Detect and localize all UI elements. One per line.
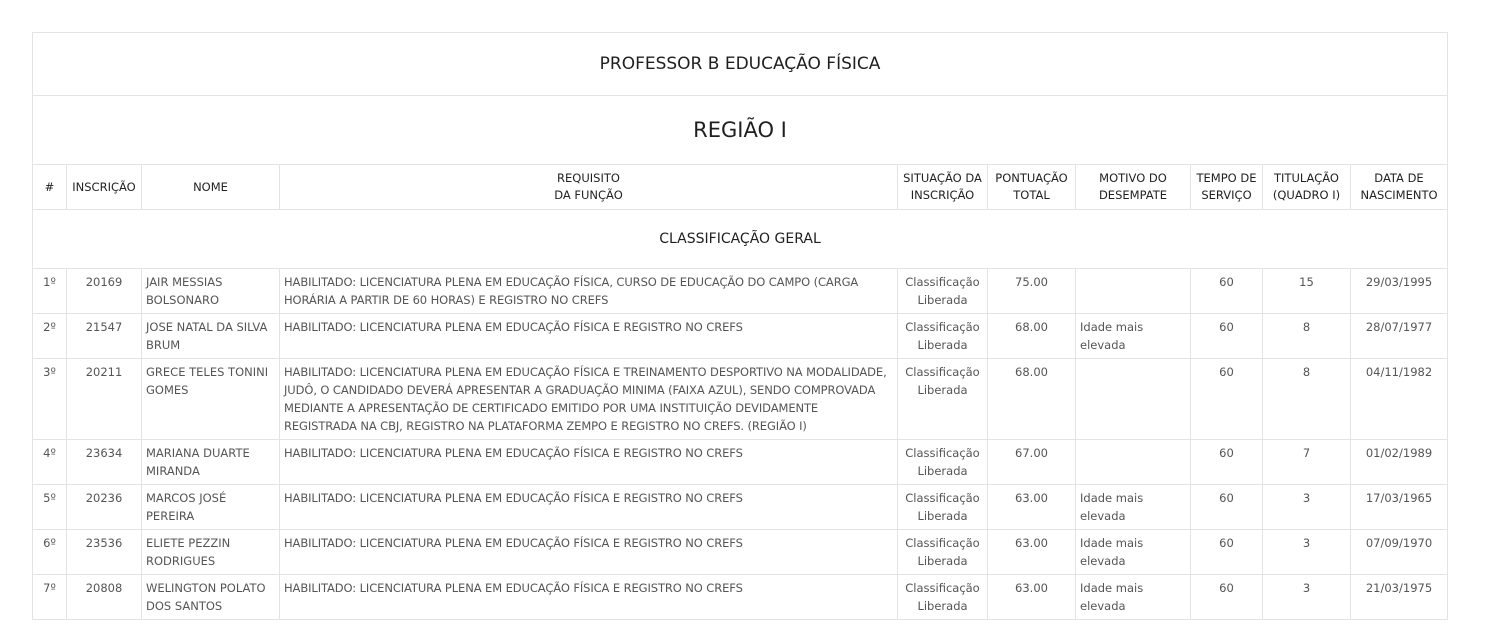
- cell-tempo: 60: [1191, 575, 1263, 620]
- region-title: REGIÃO I: [33, 96, 1448, 165]
- cell-situacao: Classificação Liberada: [898, 575, 988, 620]
- cell-pontuacao: 75.00: [988, 269, 1076, 314]
- cell-position: 1º: [33, 269, 67, 314]
- cell-inscricao: 20808: [67, 575, 142, 620]
- cell-nome: MARIANA DUARTE MIRANDA: [142, 440, 280, 485]
- cell-nome: WELINGTON POLATO DOS SANTOS: [142, 575, 280, 620]
- cell-position: 3º: [33, 359, 67, 440]
- cell-nascimento: 01/02/1989: [1351, 440, 1448, 485]
- header-titulacao-line1: TITULAÇÃO: [1274, 171, 1339, 185]
- page-title: PROFESSOR B EDUCAÇÃO FÍSICA: [33, 33, 1448, 96]
- header-situacao: [898, 165, 988, 210]
- header-nome: NOME: [142, 165, 280, 210]
- header-titulacao-line2: (QUADRO I): [1272, 188, 1341, 202]
- header-motivo: [1076, 165, 1191, 210]
- header-pontuacao-line2: TOTAL: [1013, 188, 1050, 202]
- cell-position: 6º: [33, 530, 67, 575]
- cell-situacao: Classificação Liberada: [898, 485, 988, 530]
- ranking-table: [32, 32, 1448, 620]
- cell-motivo: [1076, 359, 1191, 440]
- header-requisito: [280, 165, 898, 210]
- cell-nome: GRECE TELES TONINI GOMES: [142, 359, 280, 440]
- header-tempo-line1: TEMPO DE: [1196, 171, 1257, 185]
- cell-motivo: Idade mais elevada: [1076, 314, 1191, 359]
- cell-inscricao: 20211: [67, 359, 142, 440]
- cell-position: 5º: [33, 485, 67, 530]
- header-nascimento-line1: DATA DE: [1374, 171, 1424, 185]
- cell-titulacao: 3: [1263, 485, 1351, 530]
- header-requisito-line2: DA FUNÇÃO: [554, 188, 623, 202]
- header-nascimento: [1351, 165, 1448, 210]
- header-nascimento-line2: NASCIMENTO: [1360, 188, 1438, 202]
- cell-nome: ELIETE PEZZIN RODRIGUES: [142, 530, 280, 575]
- cell-titulacao: 8: [1263, 359, 1351, 440]
- cell-nome: JAIR MESSIAS BOLSONARO: [142, 269, 280, 314]
- table-row: [33, 530, 1448, 575]
- cell-situacao: Classificação Liberada: [898, 530, 988, 575]
- cell-titulacao: 15: [1263, 269, 1351, 314]
- cell-position: 7º: [33, 575, 67, 620]
- header-requisito-line1: REQUISITO: [557, 171, 620, 185]
- cell-tempo: 60: [1191, 314, 1263, 359]
- cell-nascimento: 07/09/1970: [1351, 530, 1448, 575]
- cell-situacao: Classificação Liberada: [898, 314, 988, 359]
- cell-requisito: HABILITADO: LICENCIATURA PLENA EM EDUCAÇÃO FÍSICA E REGISTRO NO CREFS: [280, 485, 898, 530]
- cell-pontuacao: 68.00: [988, 314, 1076, 359]
- cell-requisito: HABILITADO: LICENCIATURA PLENA EM EDUCAÇÃO FÍSICA E TREINAMENTO DESPORTIVO NA MODALIDADE, JUDÔ, O CANDIDADO DEVERÁ APRESENTAR A GRADUAÇÃO MINIMA (FAIXA AZUL), SENDO COMPROVADA MEDIANTE A APRESENTAÇÃO DE CERTIFICADO EMITIDO POR UMA INSTITUIÇÃO DEVIDAMENTE REGISTRADA NA CBJ, REGISTRO NA PLATAFORMA ZEMPO E REGISTRO NO CREFS. (REGIÃO I): [280, 359, 898, 440]
- header-motivo-line2: DESEMPATE: [1098, 188, 1168, 202]
- header-tempo: [1191, 165, 1263, 210]
- cell-motivo: Idade mais elevada: [1076, 575, 1191, 620]
- cell-pontuacao: 63.00: [988, 485, 1076, 530]
- cell-pontuacao: 63.00: [988, 575, 1076, 620]
- header-pontuacao: [988, 165, 1076, 210]
- cell-nascimento: 04/11/1982: [1351, 359, 1448, 440]
- table-row: [33, 575, 1448, 620]
- cell-motivo: [1076, 269, 1191, 314]
- cell-nascimento: 28/07/1977: [1351, 314, 1448, 359]
- header-situacao-line2: INSCRIÇÃO: [910, 188, 975, 202]
- cell-tempo: 60: [1191, 530, 1263, 575]
- cell-nascimento: 29/03/1995: [1351, 269, 1448, 314]
- cell-titulacao: 8: [1263, 314, 1351, 359]
- cell-situacao: Classificação Liberada: [898, 440, 988, 485]
- cell-tempo: 60: [1191, 269, 1263, 314]
- header-titulacao: [1263, 165, 1351, 210]
- ranking-document: [32, 32, 1447, 620]
- table-row: [33, 440, 1448, 485]
- cell-inscricao: 23634: [67, 440, 142, 485]
- table-header: [33, 165, 1448, 210]
- header-num: #: [33, 165, 67, 210]
- cell-requisito: HABILITADO: LICENCIATURA PLENA EM EDUCAÇÃO FÍSICA, CURSO DE EDUCAÇÃO DO CAMPO (CARGA HORÁRIA A PARTIR DE 60 HORAS) E REGISTRO NO CREFS: [280, 269, 898, 314]
- table-row: [33, 269, 1448, 314]
- cell-titulacao: 3: [1263, 575, 1351, 620]
- cell-nome: MARCOS JOSÉ PEREIRA: [142, 485, 280, 530]
- cell-position: 4º: [33, 440, 67, 485]
- table-row: [33, 314, 1448, 359]
- header-pontuacao-line1: PONTUAÇÃO: [995, 171, 1068, 185]
- cell-requisito: HABILITADO: LICENCIATURA PLENA EM EDUCAÇÃO FÍSICA E REGISTRO NO CREFS: [280, 575, 898, 620]
- cell-tempo: 60: [1191, 359, 1263, 440]
- cell-inscricao: 21547: [67, 314, 142, 359]
- cell-motivo: [1076, 440, 1191, 485]
- cell-inscricao: 20236: [67, 485, 142, 530]
- cell-nome: JOSE NATAL DA SILVA BRUM: [142, 314, 280, 359]
- table-row: [33, 485, 1448, 530]
- cell-requisito: HABILITADO: LICENCIATURA PLENA EM EDUCAÇÃO FÍSICA E REGISTRO NO CREFS: [280, 314, 898, 359]
- section-title: CLASSIFICAÇÃO GERAL: [33, 210, 1448, 269]
- cell-nascimento: 21/03/1975: [1351, 575, 1448, 620]
- cell-titulacao: 7: [1263, 440, 1351, 485]
- header-motivo-line1: MOTIVO DO: [1099, 171, 1167, 185]
- cell-inscricao: 23536: [67, 530, 142, 575]
- header-inscricao: INSCRIÇÃO: [67, 165, 142, 210]
- header-situacao-line1: SITUAÇÃO DA: [903, 171, 982, 185]
- cell-pontuacao: 63.00: [988, 530, 1076, 575]
- cell-requisito: HABILITADO: LICENCIATURA PLENA EM EDUCAÇÃO FÍSICA E REGISTRO NO CREFS: [280, 530, 898, 575]
- cell-situacao: Classificação Liberada: [898, 359, 988, 440]
- cell-position: 2º: [33, 314, 67, 359]
- cell-nascimento: 17/03/1965: [1351, 485, 1448, 530]
- cell-pontuacao: 68.00: [988, 359, 1076, 440]
- table-row: [33, 359, 1448, 440]
- cell-titulacao: 3: [1263, 530, 1351, 575]
- cell-motivo: Idade mais elevada: [1076, 530, 1191, 575]
- cell-tempo: 60: [1191, 440, 1263, 485]
- cell-motivo: Idade mais elevada: [1076, 485, 1191, 530]
- cell-pontuacao: 67.00: [988, 440, 1076, 485]
- cell-requisito: HABILITADO: LICENCIATURA PLENA EM EDUCAÇÃO FÍSICA E REGISTRO NO CREFS: [280, 440, 898, 485]
- cell-inscricao: 20169: [67, 269, 142, 314]
- cell-tempo: 60: [1191, 485, 1263, 530]
- cell-situacao: Classificação Liberada: [898, 269, 988, 314]
- header-tempo-line2: SERVIÇO: [1201, 188, 1252, 202]
